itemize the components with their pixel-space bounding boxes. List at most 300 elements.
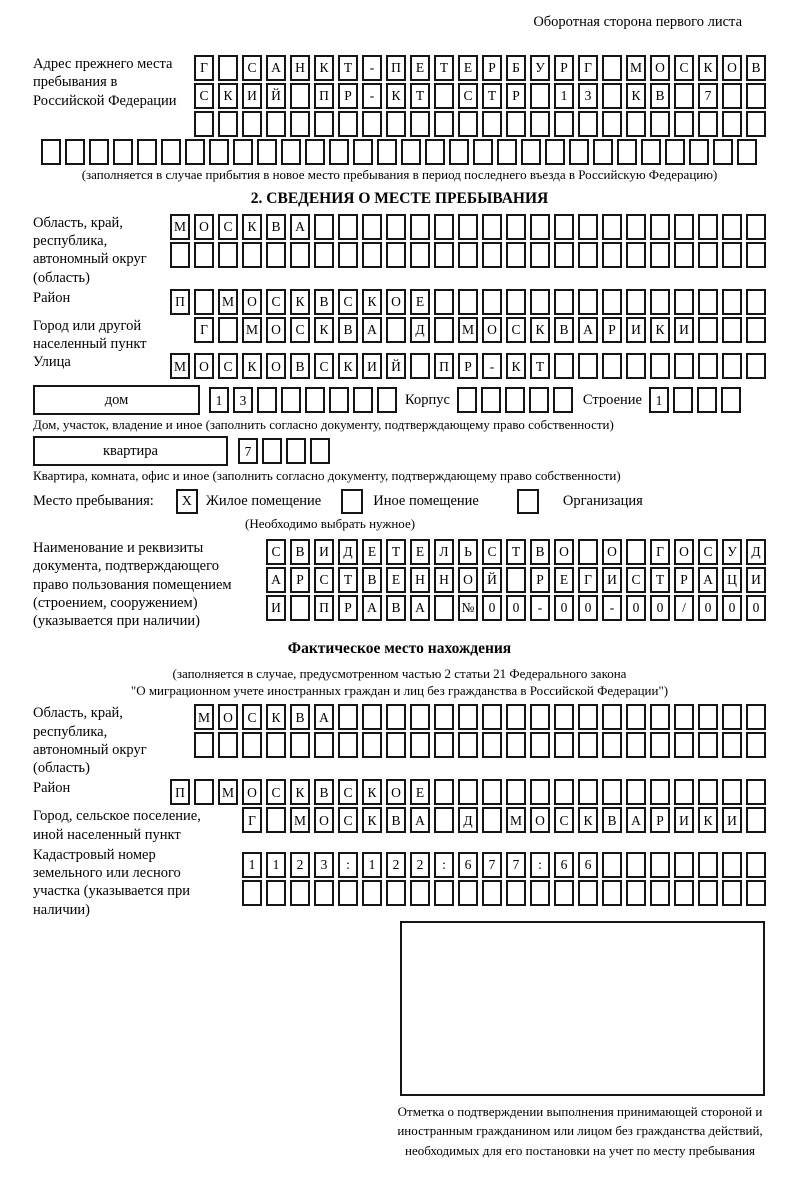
char-cell[interactable]: И <box>314 539 334 565</box>
char-cell[interactable] <box>266 807 286 833</box>
checkbox-other-premises[interactable] <box>341 489 363 514</box>
char-cell[interactable] <box>338 880 358 906</box>
char-cell[interactable]: Р <box>482 55 502 81</box>
char-cell[interactable]: - <box>482 353 502 379</box>
char-cell[interactable]: И <box>674 807 694 833</box>
char-cell[interactable]: М <box>218 779 238 805</box>
char-cell[interactable] <box>434 317 454 343</box>
char-cell[interactable] <box>674 732 694 758</box>
char-cell[interactable]: Т <box>650 567 670 593</box>
char-cell[interactable]: В <box>602 807 622 833</box>
char-cell[interactable]: Л <box>434 539 454 565</box>
char-cell[interactable] <box>218 111 238 137</box>
char-cell[interactable]: С <box>338 807 358 833</box>
char-cell[interactable] <box>314 880 334 906</box>
char-cell[interactable] <box>746 732 766 758</box>
char-cell[interactable] <box>458 732 478 758</box>
char-cell[interactable] <box>650 704 670 730</box>
char-cell[interactable] <box>722 289 742 315</box>
char-cell[interactable]: К <box>386 83 406 109</box>
char-cell[interactable] <box>554 242 574 268</box>
char-cell[interactable] <box>722 704 742 730</box>
char-cell[interactable]: П <box>314 83 334 109</box>
char-cell[interactable]: О <box>242 289 262 315</box>
char-cell[interactable] <box>626 289 646 315</box>
char-cell[interactable]: Е <box>362 539 382 565</box>
char-cell[interactable]: 0 <box>650 595 670 621</box>
char-cell[interactable] <box>362 242 382 268</box>
char-cell[interactable] <box>722 242 742 268</box>
char-cell[interactable] <box>434 595 454 621</box>
char-cell[interactable]: Г <box>650 539 670 565</box>
char-cell[interactable] <box>554 353 574 379</box>
char-cell[interactable]: В <box>266 214 286 240</box>
char-cell[interactable]: С <box>218 353 238 379</box>
char-cell[interactable] <box>626 732 646 758</box>
char-cell[interactable]: О <box>314 807 334 833</box>
char-cell[interactable] <box>554 111 574 137</box>
char-cell[interactable] <box>506 732 526 758</box>
char-cell[interactable] <box>290 880 310 906</box>
char-cell[interactable] <box>329 387 349 413</box>
char-cell[interactable] <box>185 139 205 165</box>
char-cell[interactable] <box>530 732 550 758</box>
char-cell[interactable]: В <box>530 539 550 565</box>
char-cell[interactable]: И <box>362 353 382 379</box>
char-cell[interactable]: Н <box>410 567 430 593</box>
char-cell[interactable] <box>401 139 421 165</box>
char-cell[interactable] <box>505 387 525 413</box>
char-cell[interactable] <box>458 704 478 730</box>
char-cell[interactable] <box>530 242 550 268</box>
char-cell[interactable]: К <box>698 55 718 81</box>
char-cell[interactable]: Р <box>458 353 478 379</box>
char-cell[interactable] <box>650 289 670 315</box>
char-cell[interactable]: С <box>698 539 718 565</box>
char-cell[interactable] <box>314 242 334 268</box>
char-cell[interactable]: С <box>338 289 358 315</box>
char-cell[interactable]: У <box>530 55 550 81</box>
char-cell[interactable]: С <box>314 353 334 379</box>
char-cell[interactable] <box>521 139 541 165</box>
char-cell[interactable]: А <box>578 317 598 343</box>
char-cell[interactable]: К <box>266 704 286 730</box>
char-cell[interactable]: С <box>626 567 646 593</box>
char-cell[interactable]: Д <box>338 539 358 565</box>
char-cell[interactable] <box>410 111 430 137</box>
char-cell[interactable] <box>722 779 742 805</box>
char-cell[interactable]: Т <box>482 83 502 109</box>
char-cell[interactable]: К <box>314 317 334 343</box>
char-cell[interactable]: В <box>290 539 310 565</box>
char-cell[interactable] <box>377 139 397 165</box>
char-cell[interactable]: А <box>698 567 718 593</box>
char-cell[interactable] <box>194 242 214 268</box>
char-cell[interactable]: М <box>218 289 238 315</box>
char-cell[interactable]: А <box>410 807 430 833</box>
char-cell[interactable]: Н <box>290 55 310 81</box>
char-cell[interactable] <box>674 214 694 240</box>
char-cell[interactable]: Г <box>242 807 262 833</box>
char-cell[interactable] <box>482 704 502 730</box>
char-cell[interactable] <box>673 387 693 413</box>
char-cell[interactable]: М <box>242 317 262 343</box>
char-cell[interactable]: О <box>482 317 502 343</box>
char-cell[interactable] <box>674 704 694 730</box>
char-cell[interactable] <box>449 139 469 165</box>
char-cell[interactable] <box>721 387 741 413</box>
char-cell[interactable]: Г <box>194 55 214 81</box>
char-cell[interactable] <box>290 83 310 109</box>
char-cell[interactable]: О <box>218 704 238 730</box>
char-cell[interactable] <box>713 139 733 165</box>
char-cell[interactable]: Т <box>410 83 430 109</box>
char-cell[interactable] <box>65 139 85 165</box>
char-cell[interactable] <box>257 387 277 413</box>
char-cell[interactable]: С <box>338 779 358 805</box>
char-cell[interactable] <box>650 732 670 758</box>
char-cell[interactable] <box>410 353 430 379</box>
char-cell[interactable]: Т <box>338 55 358 81</box>
char-cell[interactable]: 7 <box>482 852 502 878</box>
char-cell[interactable] <box>338 732 358 758</box>
char-cell[interactable]: Т <box>434 55 454 81</box>
char-cell[interactable] <box>482 880 502 906</box>
char-cell[interactable] <box>674 880 694 906</box>
char-cell[interactable] <box>553 387 573 413</box>
char-cell[interactable] <box>290 732 310 758</box>
char-cell[interactable] <box>305 387 325 413</box>
char-cell[interactable]: 0 <box>482 595 502 621</box>
char-cell[interactable]: : <box>338 852 358 878</box>
char-cell[interactable] <box>554 704 574 730</box>
char-cell[interactable] <box>602 353 622 379</box>
char-cell[interactable]: У <box>722 539 742 565</box>
char-cell[interactable] <box>314 732 334 758</box>
char-cell[interactable]: В <box>362 567 382 593</box>
char-cell[interactable] <box>626 852 646 878</box>
char-cell[interactable] <box>650 779 670 805</box>
char-cell[interactable]: В <box>314 289 334 315</box>
char-cell[interactable]: О <box>386 779 406 805</box>
char-cell[interactable]: 6 <box>578 852 598 878</box>
char-cell[interactable] <box>602 55 622 81</box>
char-cell[interactable]: И <box>746 567 766 593</box>
char-cell[interactable]: Р <box>674 567 694 593</box>
char-cell[interactable] <box>218 242 238 268</box>
char-cell[interactable]: Й <box>266 83 286 109</box>
char-cell[interactable] <box>746 242 766 268</box>
char-cell[interactable]: И <box>626 317 646 343</box>
char-cell[interactable]: И <box>722 807 742 833</box>
char-cell[interactable]: К <box>626 83 646 109</box>
char-cell[interactable] <box>578 242 598 268</box>
char-cell[interactable] <box>218 55 238 81</box>
char-cell[interactable] <box>353 139 373 165</box>
char-cell[interactable]: М <box>170 353 190 379</box>
char-cell[interactable] <box>746 704 766 730</box>
char-cell[interactable]: 6 <box>458 852 478 878</box>
char-cell[interactable] <box>386 214 406 240</box>
char-cell[interactable] <box>578 111 598 137</box>
char-cell[interactable] <box>362 732 382 758</box>
char-cell[interactable]: Г <box>578 567 598 593</box>
char-cell[interactable] <box>338 214 358 240</box>
char-cell[interactable] <box>602 289 622 315</box>
char-cell[interactable]: 7 <box>698 83 718 109</box>
char-cell[interactable]: 2 <box>290 852 310 878</box>
char-cell[interactable]: Е <box>458 55 478 81</box>
char-cell[interactable] <box>314 214 334 240</box>
char-cell[interactable]: Й <box>386 353 406 379</box>
char-cell[interactable]: К <box>218 83 238 109</box>
char-cell[interactable] <box>194 111 214 137</box>
char-cell[interactable] <box>722 111 742 137</box>
char-cell[interactable] <box>482 807 502 833</box>
char-cell[interactable] <box>481 387 501 413</box>
char-cell[interactable]: С <box>554 807 574 833</box>
char-cell[interactable] <box>137 139 157 165</box>
char-cell[interactable] <box>434 807 454 833</box>
char-cell[interactable] <box>578 779 598 805</box>
char-cell[interactable] <box>554 732 574 758</box>
char-cell[interactable]: Р <box>554 55 574 81</box>
char-cell[interactable]: П <box>386 55 406 81</box>
char-cell[interactable] <box>506 704 526 730</box>
char-cell[interactable] <box>434 704 454 730</box>
char-cell[interactable] <box>194 289 214 315</box>
char-cell[interactable]: С <box>194 83 214 109</box>
char-cell[interactable] <box>314 111 334 137</box>
char-cell[interactable] <box>386 242 406 268</box>
char-cell[interactable] <box>362 880 382 906</box>
char-cell[interactable] <box>506 242 526 268</box>
char-cell[interactable]: М <box>458 317 478 343</box>
char-cell[interactable]: О <box>386 289 406 315</box>
char-cell[interactable]: Е <box>554 567 574 593</box>
char-cell[interactable]: О <box>194 353 214 379</box>
char-cell[interactable] <box>578 539 598 565</box>
char-cell[interactable]: О <box>602 539 622 565</box>
char-cell[interactable] <box>626 242 646 268</box>
char-cell[interactable]: С <box>242 55 262 81</box>
char-cell[interactable] <box>746 214 766 240</box>
char-cell[interactable] <box>674 242 694 268</box>
char-cell[interactable]: К <box>338 353 358 379</box>
checkbox-organization[interactable] <box>517 489 539 514</box>
char-cell[interactable] <box>410 214 430 240</box>
char-cell[interactable] <box>554 289 574 315</box>
char-cell[interactable] <box>554 214 574 240</box>
char-cell[interactable] <box>530 779 550 805</box>
char-cell[interactable] <box>602 704 622 730</box>
char-cell[interactable] <box>506 111 526 137</box>
char-cell[interactable]: А <box>626 807 646 833</box>
char-cell[interactable]: П <box>434 353 454 379</box>
char-cell[interactable] <box>386 732 406 758</box>
char-cell[interactable]: - <box>602 595 622 621</box>
char-cell[interactable]: В <box>314 779 334 805</box>
char-cell[interactable] <box>722 880 742 906</box>
char-cell[interactable]: Е <box>410 779 430 805</box>
char-cell[interactable]: 7 <box>238 438 258 464</box>
char-cell[interactable] <box>473 139 493 165</box>
char-cell[interactable] <box>674 779 694 805</box>
char-cell[interactable]: С <box>674 55 694 81</box>
char-cell[interactable]: С <box>458 83 478 109</box>
char-cell[interactable]: И <box>602 567 622 593</box>
char-cell[interactable] <box>674 111 694 137</box>
char-cell[interactable] <box>386 880 406 906</box>
char-cell[interactable]: Р <box>290 567 310 593</box>
char-cell[interactable] <box>281 139 301 165</box>
char-cell[interactable]: С <box>290 317 310 343</box>
char-cell[interactable] <box>506 779 526 805</box>
char-cell[interactable] <box>650 353 670 379</box>
char-cell[interactable]: Д <box>746 539 766 565</box>
char-cell[interactable] <box>434 779 454 805</box>
char-cell[interactable] <box>698 852 718 878</box>
char-cell[interactable] <box>310 438 330 464</box>
char-cell[interactable] <box>434 214 454 240</box>
char-cell[interactable]: - <box>362 55 382 81</box>
char-cell[interactable] <box>626 539 646 565</box>
char-cell[interactable] <box>674 852 694 878</box>
char-cell[interactable] <box>698 704 718 730</box>
char-cell[interactable] <box>410 704 430 730</box>
char-cell[interactable] <box>689 139 709 165</box>
char-cell[interactable] <box>281 387 301 413</box>
char-cell[interactable]: В <box>650 83 670 109</box>
char-cell[interactable] <box>746 83 766 109</box>
char-cell[interactable]: В <box>554 317 574 343</box>
char-cell[interactable]: К <box>362 807 382 833</box>
char-cell[interactable] <box>362 704 382 730</box>
char-cell[interactable]: А <box>362 595 382 621</box>
char-cell[interactable]: А <box>410 595 430 621</box>
char-cell[interactable]: С <box>314 567 334 593</box>
char-cell[interactable] <box>425 139 445 165</box>
char-cell[interactable] <box>746 353 766 379</box>
char-cell[interactable] <box>338 242 358 268</box>
char-cell[interactable] <box>746 852 766 878</box>
char-cell[interactable]: Т <box>530 353 550 379</box>
char-cell[interactable]: К <box>530 317 550 343</box>
char-cell[interactable] <box>602 732 622 758</box>
char-cell[interactable]: С <box>482 539 502 565</box>
char-cell[interactable] <box>410 732 430 758</box>
char-cell[interactable]: Р <box>338 595 358 621</box>
char-cell[interactable]: О <box>194 214 214 240</box>
char-cell[interactable]: И <box>242 83 262 109</box>
char-cell[interactable]: И <box>266 595 286 621</box>
char-cell[interactable] <box>233 139 253 165</box>
char-cell[interactable] <box>602 242 622 268</box>
char-cell[interactable] <box>602 111 622 137</box>
char-cell[interactable] <box>377 387 397 413</box>
char-cell[interactable] <box>578 880 598 906</box>
char-cell[interactable] <box>434 880 454 906</box>
char-cell[interactable] <box>170 242 190 268</box>
char-cell[interactable]: А <box>266 567 286 593</box>
char-cell[interactable]: 1 <box>266 852 286 878</box>
apartment-type-box[interactable]: квартира <box>33 436 228 466</box>
char-cell[interactable] <box>722 732 742 758</box>
char-cell[interactable]: Ь <box>458 539 478 565</box>
char-cell[interactable] <box>434 83 454 109</box>
char-cell[interactable] <box>242 242 262 268</box>
char-cell[interactable] <box>482 111 502 137</box>
char-cell[interactable]: П <box>170 779 190 805</box>
char-cell[interactable] <box>266 880 286 906</box>
char-cell[interactable] <box>626 779 646 805</box>
checkbox-residential[interactable]: X <box>176 489 198 514</box>
char-cell[interactable] <box>506 214 526 240</box>
char-cell[interactable]: О <box>530 807 550 833</box>
char-cell[interactable]: А <box>266 55 286 81</box>
char-cell[interactable] <box>746 289 766 315</box>
char-cell[interactable]: Б <box>506 55 526 81</box>
char-cell[interactable] <box>209 139 229 165</box>
char-cell[interactable]: Р <box>602 317 622 343</box>
char-cell[interactable] <box>262 438 282 464</box>
char-cell[interactable] <box>242 732 262 758</box>
char-cell[interactable] <box>290 242 310 268</box>
char-cell[interactable] <box>674 353 694 379</box>
char-cell[interactable]: К <box>362 779 382 805</box>
char-cell[interactable]: С <box>266 289 286 315</box>
char-cell[interactable] <box>506 567 526 593</box>
char-cell[interactable]: О <box>266 317 286 343</box>
char-cell[interactable]: 0 <box>746 595 766 621</box>
char-cell[interactable] <box>458 779 478 805</box>
char-cell[interactable] <box>737 139 757 165</box>
char-cell[interactable] <box>626 111 646 137</box>
char-cell[interactable]: 7 <box>506 852 526 878</box>
char-cell[interactable] <box>482 289 502 315</box>
char-cell[interactable]: К <box>314 55 334 81</box>
char-cell[interactable]: К <box>290 289 310 315</box>
char-cell[interactable]: О <box>266 353 286 379</box>
char-cell[interactable] <box>617 139 637 165</box>
char-cell[interactable] <box>194 779 214 805</box>
char-cell[interactable]: С <box>242 704 262 730</box>
char-cell[interactable] <box>698 779 718 805</box>
char-cell[interactable] <box>458 880 478 906</box>
char-cell[interactable]: М <box>194 704 214 730</box>
char-cell[interactable] <box>602 779 622 805</box>
char-cell[interactable]: М <box>626 55 646 81</box>
char-cell[interactable] <box>257 139 277 165</box>
char-cell[interactable]: 0 <box>554 595 574 621</box>
char-cell[interactable]: 2 <box>386 852 406 878</box>
char-cell[interactable]: Й <box>482 567 502 593</box>
char-cell[interactable] <box>650 880 670 906</box>
char-cell[interactable] <box>674 83 694 109</box>
char-cell[interactable] <box>530 111 550 137</box>
char-cell[interactable] <box>266 111 286 137</box>
char-cell[interactable]: Т <box>506 539 526 565</box>
char-cell[interactable]: В <box>386 807 406 833</box>
char-cell[interactable] <box>338 704 358 730</box>
char-cell[interactable]: Р <box>506 83 526 109</box>
char-cell[interactable]: Е <box>410 55 430 81</box>
char-cell[interactable]: Т <box>386 539 406 565</box>
char-cell[interactable]: - <box>530 595 550 621</box>
char-cell[interactable] <box>698 289 718 315</box>
char-cell[interactable] <box>665 139 685 165</box>
char-cell[interactable] <box>593 139 613 165</box>
